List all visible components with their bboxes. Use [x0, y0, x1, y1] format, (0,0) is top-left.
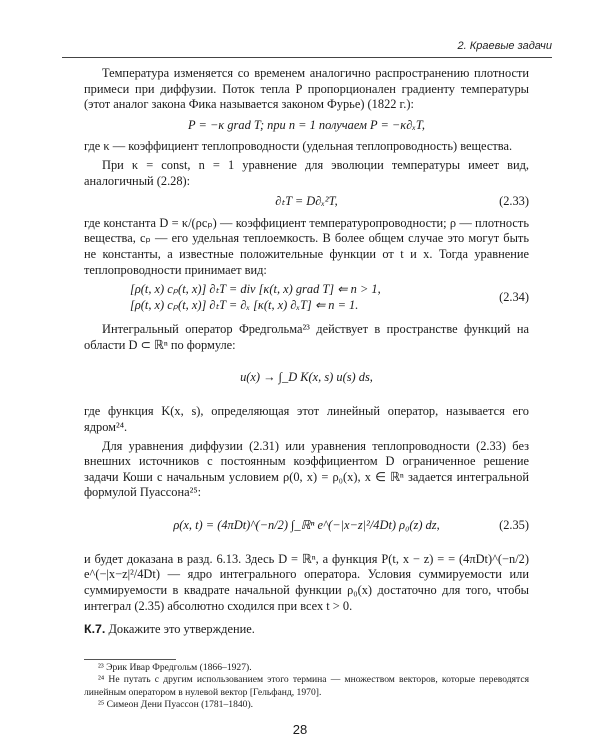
page-number: 28: [292, 722, 308, 737]
equation-number-2-35: (2.35): [499, 517, 529, 532]
equation-2-34-row-2: [ρ(t, x) cₚ(t, x)] ∂ₜT = ∂ₓ [κ(t, x) ∂ₓT] ⇐ n = 1.: [130, 298, 359, 313]
running-header: 2. Краевые задачи: [457, 40, 552, 52]
paragraph-conductivity: где κ — коэффициент теплопроводности (удельная теплопроводность) вещества.: [84, 139, 513, 154]
paragraph-kernel: где функция K(x, s), определяющая этот линейный оператор, называется его ядром²⁴.: [84, 404, 529, 434]
paragraph-proof-note: и будет доказана в разд. 6.13. Здесь D = ℝⁿ, а функция P(t, x − z) = = (4πDt)^(−n/2) e^(−|x−z|²/4Dt) — ядро интегрального оператора. Условия суммируемости или суммируемости в квадрате начальной функции ρ₀(x) достаточно для того, чтобы интеграл (2.35) абсолютно сходился при всех t > 0.: [84, 551, 529, 613]
paragraph-cauchy: Для уравнения диффузии (2.31) или уравнения теплопроводности (2.33) без внешних источников с постоянным коэффициентом D ограниченное решение задачи Коши с начальным условием ρ(0, x) = ρ₀(x), x ∈ ℝⁿ задается интегральной формулой Пуассона²⁵:: [84, 438, 529, 500]
paragraph-1d-case: При κ = const, n = 1 уравнение для эволюции температуры имеет вид, аналогичный (2.28):: [84, 157, 529, 188]
paragraph-diffusivity: где константа D = κ/(ρcₚ) — коэффициент температуропроводности; ρ — плотность вещества, cₚ — его удельная теплоемкость. В более общем случае это могут быть не константы, а известные положительные функции от t и x. Тогда уравнение теплопроводности принимает вид:: [84, 215, 529, 277]
formula-fredholm-text: u(x) → ∫_D K(x, s) u(s) ds,: [240, 370, 373, 385]
equation-number-2-34: (2.34): [499, 290, 529, 305]
equation-2-35: [84, 506, 529, 546]
exercise-k7: [84, 622, 529, 638]
footnote-25: ²⁵ Симеон Дени Пуассон (1781–1840).: [98, 699, 254, 711]
equation-2-35-text: ρ(x, t) = (4πDt)^(−n/2) ∫_ℝⁿ e^(−|x−z|²/4Dt) ρ₀(z) dz,: [173, 517, 440, 532]
equation-number-2-33: (2.33): [499, 194, 529, 209]
equation-2-33-text: ∂ₜT = D∂ₓ²T,: [275, 194, 338, 209]
equation-2-33: [84, 194, 529, 210]
equation-2-34: [84, 282, 529, 316]
formula-fourier-text: P = −κ grad T; при n = 1 получаем P = −κ∂ₓT,: [188, 117, 425, 132]
equation-2-34-row-1: [ρ(t, x) cₚ(t, x)] ∂ₜT = div [κ(t, x) grad T] ⇐ n > 1,: [130, 282, 381, 297]
footnote-23: ²³ Эрик Ивар Фредгольм (1866–1927).: [98, 662, 252, 673]
page-body: [84, 66, 529, 641]
paragraph-fredholm: Интегральный оператор Фредгольма²³ действует в пространстве функций на области D ⊂ ℝⁿ по формуле:: [84, 322, 529, 352]
footnote-rule: [84, 659, 176, 660]
formula-fourier: [84, 118, 529, 134]
exercise-label: К.7.: [84, 622, 106, 637]
exercise-text: Докажите это утверждение.: [108, 622, 255, 637]
header-rule: [62, 57, 552, 58]
formula-fredholm: [84, 358, 529, 398]
paragraph-fourier-law: Температура изменяется со временем аналогично распространению плотности примеси при диффузии. Поток тепла P пропорционален градиенту температуры (этот аналог закона Фика называется законом Фурье) (1822 г.):: [84, 66, 529, 112]
footnote-24: ²⁴ Не путать с другим использованием этого термина — множеством векторов, которые переводятся линейным оператором в нулевой вектор [Гельфанд, 1970].: [84, 674, 529, 698]
footnotes: [84, 662, 529, 712]
